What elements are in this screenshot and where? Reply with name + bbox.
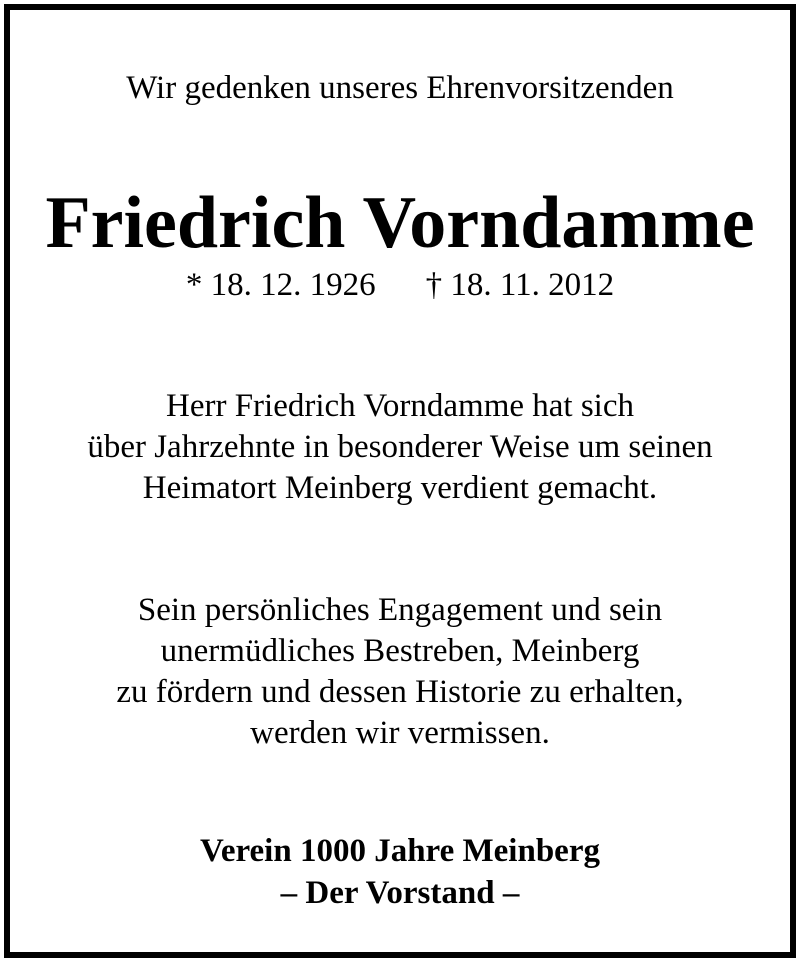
organization-name: Verein 1000 Jahre Meinberg [200, 833, 600, 869]
paragraph-line: werden wir vermissen. [250, 715, 550, 751]
paragraph-line: Heimatort Meinberg verdient gemacht. [142, 470, 658, 506]
birth-date: * 18. 12. 1926 [185, 267, 376, 303]
tribute-paragraph-1 [10, 386, 790, 509]
tribute-paragraph-2 [10, 590, 790, 754]
paragraph-line: Sein persönliches Engagement und sein [137, 592, 663, 628]
deceased-name: Friedrich Vorndamme [45, 182, 755, 264]
paragraph-line: unermüdliches Bestreben, Meinberg [160, 633, 640, 669]
paragraph-line: über Jahrzehnte in besonderer Weise um seinen [87, 429, 713, 465]
signature-block [10, 830, 790, 914]
paragraph-line: Herr Friedrich Vorndamme hat sich [166, 388, 634, 424]
life-dates [10, 265, 790, 305]
paragraph-line: zu fördern und dessen Historie zu erhalten, [116, 674, 684, 710]
death-date: † 18. 11. 2012 [425, 267, 615, 303]
intro-line: Wir gedenken unseres Ehrenvorsitzenden [126, 70, 674, 106]
notice-border-frame [4, 4, 796, 958]
board-signature: – Der Vorstand – [280, 875, 520, 911]
